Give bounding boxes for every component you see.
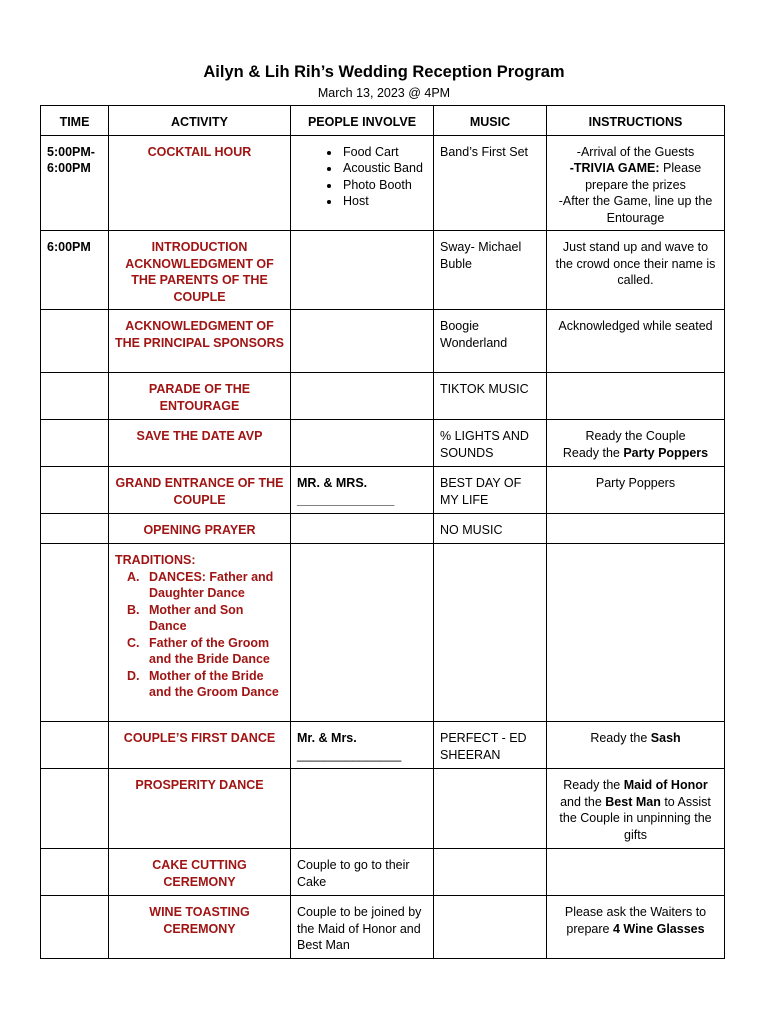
- instruction-emphasis: Sash: [650, 731, 681, 745]
- time-cell: [41, 722, 109, 769]
- music-cell: [434, 769, 547, 849]
- table-row: [41, 544, 725, 722]
- instruction-emphasis: Party Poppers: [623, 445, 709, 460]
- activity-cell: [109, 544, 291, 722]
- table-row: [41, 722, 725, 769]
- activity-cell: PROSPERITY DANCE: [109, 769, 291, 849]
- time-cell: [41, 310, 109, 373]
- instructions-cell: Just stand up and wave to the crowd once their name is called.: [547, 231, 725, 310]
- time-cell: [41, 467, 109, 514]
- people-line: _______________: [297, 747, 402, 762]
- instructions-cell: [547, 722, 725, 769]
- table-row: [41, 896, 725, 959]
- table-row: [41, 467, 725, 514]
- instructions-cell: [547, 373, 725, 420]
- time-cell: [41, 373, 109, 420]
- list-item: • Food Cart: [341, 144, 427, 161]
- music-cell: [434, 849, 547, 896]
- instruction-emphasis: -TRIVIA GAME:: [569, 161, 660, 175]
- music-cell: Band’s First Set: [434, 135, 547, 231]
- people-cell: [291, 420, 434, 467]
- music-cell: [434, 896, 547, 959]
- music-cell: % LIGHTS AND SOUNDS: [434, 420, 547, 467]
- column-header-time: TIME: [41, 106, 109, 136]
- time-cell: [41, 769, 109, 849]
- page-title: Ailyn & Lih Rih’s Wedding Reception Program: [203, 63, 565, 81]
- people-cell: [291, 231, 434, 310]
- instruction-text: Ready the Couple: [585, 429, 686, 443]
- people-cell: [291, 373, 434, 420]
- instruction-text: and the: [560, 794, 606, 809]
- column-header-music: MUSIC: [434, 106, 547, 136]
- instructions-cell: [547, 896, 725, 959]
- instruction-emphasis: Best Man: [605, 794, 661, 809]
- table-row: [41, 373, 725, 420]
- instruction-text: Please prepare the prizes: [585, 161, 702, 192]
- activity-cell: ACKNOWLEDGMENT OF THE PRINCIPAL SPONSORS: [109, 310, 291, 373]
- people-cell: [291, 135, 434, 231]
- instructions-cell: Acknowledged while seated: [547, 310, 725, 373]
- music-cell: [434, 544, 547, 722]
- table-row: [41, 849, 725, 896]
- music-cell: Boogie Wonderland: [434, 310, 547, 373]
- people-cell: [291, 769, 434, 849]
- table-row: [41, 420, 725, 467]
- table-header-row: [41, 106, 725, 136]
- activity-cell: INTRODUCTION ACKNOWLEDGMENT OF THE PARENTS OF THE COUPLE: [109, 231, 291, 310]
- instructions-cell: [547, 514, 725, 544]
- instruction-emphasis: Maid of Honor: [623, 778, 708, 792]
- instruction-text: -After the Game, line up the Entourage: [558, 194, 713, 225]
- table-row: [41, 514, 725, 544]
- activity-cell: WINE TOASTING CEREMONY: [109, 896, 291, 959]
- instruction-emphasis: 4 Wine Glasses: [612, 921, 705, 936]
- time-cell: [41, 420, 109, 467]
- instruction-text: to Assist the Couple in unpinning the gifts: [559, 794, 712, 842]
- page-subtitle: March 13, 2023 @ 4PM: [317, 86, 451, 100]
- time-cell: [41, 849, 109, 896]
- people-cell: [291, 722, 434, 769]
- activity-cell: COCKTAIL HOUR: [109, 135, 291, 231]
- column-header-people: PEOPLE INVOLVE: [291, 106, 434, 136]
- list-item: • Photo Booth: [341, 177, 427, 194]
- list-item: • Host: [341, 193, 427, 210]
- people-text: Mr. & Mrs.: [297, 731, 357, 745]
- instruction-text: Ready the: [590, 731, 651, 745]
- instruction-text: -Arrival of the Guests: [576, 144, 695, 159]
- music-cell: TIKTOK MUSIC: [434, 373, 547, 420]
- list-item: A. DANCES: Father and Daughter Dance: [143, 569, 284, 602]
- instructions-cell: [547, 849, 725, 896]
- column-header-activity: ACTIVITY: [109, 106, 291, 136]
- activity-cell: COUPLE’S FIRST DANCE: [109, 722, 291, 769]
- time-cell: 6:00PM: [41, 231, 109, 310]
- instructions-cell: [547, 769, 725, 849]
- time-cell: 5:00PM-6:00PM: [41, 135, 109, 231]
- people-list: [297, 144, 427, 210]
- program-table: [40, 105, 725, 959]
- people-cell: MR. & MRS. ______________: [291, 467, 434, 514]
- instructions-cell: [547, 420, 725, 467]
- traditions-list: [115, 569, 284, 701]
- column-header-instructions: INSTRUCTIONS: [547, 106, 725, 136]
- instruction-text: Please ask the Waiters to prepare: [564, 905, 707, 936]
- time-cell: [41, 514, 109, 544]
- list-item: D. Mother of the Bride and the Groom Dance: [143, 668, 284, 701]
- list-item: • Acoustic Band: [341, 160, 427, 177]
- instructions-cell: [547, 135, 725, 231]
- people-cell: [291, 310, 434, 373]
- people-cell: [291, 544, 434, 722]
- music-cell: Sway- Michael Buble: [434, 231, 547, 310]
- activity-cell: OPENING PRAYER: [109, 514, 291, 544]
- activity-cell: CAKE CUTTING CEREMONY: [109, 849, 291, 896]
- music-cell: PERFECT - ED SHEERAN: [434, 722, 547, 769]
- instructions-cell: Party Poppers: [547, 467, 725, 514]
- list-item: B. Mother and Son Dance: [143, 602, 284, 635]
- table-row: [41, 135, 725, 231]
- list-item: C. Father of the Groom and the Bride Dance: [143, 635, 284, 668]
- time-cell: [41, 544, 109, 722]
- people-cell: Couple to go to their Cake: [291, 849, 434, 896]
- table-row: [41, 769, 725, 849]
- activity-cell: GRAND ENTRANCE OF THE COUPLE: [109, 467, 291, 514]
- instructions-cell: [547, 544, 725, 722]
- table-row: [41, 310, 725, 373]
- activity-cell: PARADE OF THE ENTOURAGE: [109, 373, 291, 420]
- people-cell: [291, 514, 434, 544]
- traditions-heading: TRADITIONS:: [115, 553, 196, 567]
- music-cell: BEST DAY OF MY LIFE: [434, 467, 547, 514]
- activity-cell: SAVE THE DATE AVP: [109, 420, 291, 467]
- people-cell: Couple to be joined by the Maid of Honor and Best Man: [291, 896, 434, 959]
- table-row: [41, 231, 725, 310]
- instruction-text: Ready the: [563, 778, 624, 792]
- music-cell: NO MUSIC: [434, 514, 547, 544]
- time-cell: [41, 896, 109, 959]
- instruction-text: Ready the: [562, 445, 624, 460]
